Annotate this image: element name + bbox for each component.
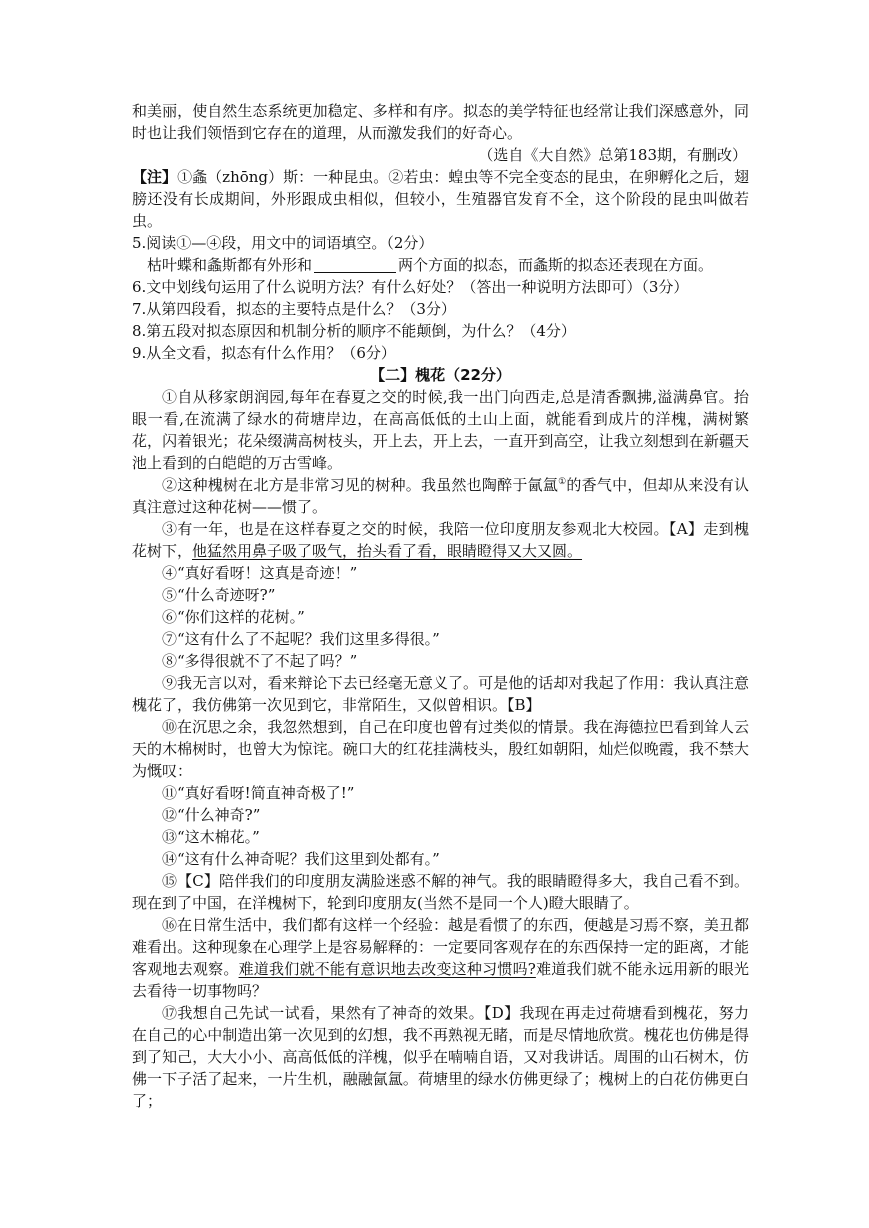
- paragraph-3: [132, 518, 749, 562]
- paragraph-2-b: 的香气中，但却从来没有认真注意过这种花树——惯了。: [132, 476, 749, 516]
- question-5-fill: [132, 254, 749, 276]
- question-5-fill-b: 两个方面的拟态，而螽斯的拟态还表现在: [398, 256, 669, 274]
- footnote-label: 【注】: [132, 168, 178, 186]
- footnote-text: ①螽（zhōng）斯：一种昆虫。②若虫：蝗虫等不完全变态的昆虫，在卵孵化之后，翅膀还没有长成期间，外形跟成虫相似，但较小，生殖器官发育不全，这个阶段的昆虫叫做若虫。: [132, 168, 749, 230]
- paragraph-16: [132, 914, 749, 1002]
- paragraph-6: ⑥“你们这样的花树。”: [162, 608, 305, 626]
- paragraph-2: [132, 474, 749, 518]
- paragraph-8: ⑧“多得很就不了不起了吗？”: [162, 652, 358, 670]
- paragraph-16-b: 难道我们就不能永远用新的眼光去看待一切事物吗？: [132, 960, 749, 1000]
- paragraph-2-a: ②这种槐树在北方是非常习见的树种。我虽然也陶醉于氤氲: [162, 476, 559, 494]
- question-5-title: 5.阅读①—④段，用文中的词语填空。（2分）: [132, 234, 434, 252]
- question-7: 7.从第四段看，拟态的主要特点是什么？（3分）: [132, 300, 456, 318]
- paragraph-1: ①自从移家朗润园,每年在春夏之交的时候,我一出门向西走,总是清香飘拂,溢满鼻官。抬眼一看,在流满了绿水的荷塘岸边，在高高低低的土山上面，就能看到成片的洋槐，满树繁花，闪着银光；花朵缀满高树枝头，开上去，开上去，一直开到高空，让我立刻想到在新疆天池上看到的白皑皑的万古雪峰。: [132, 388, 749, 472]
- paragraph-3-a: ③有一年，也是在这样春夏之交的时候，我陪一位印度朋友参观北大校园。【A】走到槐花树下，: [132, 520, 749, 560]
- question-5-fill-a: 枯叶蝶和螽斯都有外形和: [147, 256, 313, 274]
- paragraph-15: ⑮【C】陪伴我们的印度朋友满脸迷惑不解的神气。我的眼睛瞪得多大，我自己看不到。现在到了中国，在洋槐树下，轮到印度朋友(当然不是同一个人)瞪大眼睛了。: [132, 872, 749, 912]
- question-8: 8.第五段对拟态原因和机制分析的顺序不能颠倒，为什么？（4分）: [132, 322, 576, 340]
- paragraph-12: ⑫“什么神奇?”: [162, 806, 261, 824]
- footnote-marker: ①: [558, 477, 567, 487]
- paragraph-9: ⑨我无言以对，看来辩论下去已经毫无意义了。可是他的话却对我起了作用：我认真注意槐花了，我仿佛第一次见到它，非常陌生，又似曾相识。【B】: [132, 674, 749, 714]
- question-5-fill-c: 方面。: [668, 256, 714, 274]
- footnote: [132, 166, 749, 232]
- paragraph-13: ⑬“这木棉花。”: [162, 828, 260, 846]
- question-6: 6.文中划线句运用了什么说明方法？有什么好处？（答出一种说明方法即可）（3分）: [132, 278, 689, 296]
- source-citation: （选自《大自然》总第183期，有删改）: [478, 146, 747, 164]
- answer-blank[interactable]: [314, 256, 396, 273]
- paragraph-11: ⑪“真好看呀!简直神奇极了!”: [162, 784, 355, 802]
- paragraph-7: ⑦“这有什么了不起呢？我们这里多得很。”: [162, 630, 440, 648]
- underlined-sentence-a: 他猛然用鼻子吸了吸气，抬头看了看，眼睛瞪得又大又圆。: [192, 542, 583, 560]
- paragraph-17: ⑰我想自己先试一试看，果然有了神奇的效果。【D】我现在再走过荷塘看到槐花，努力在自己的心中制造出第一次见到的幻想，我不再熟视无睹，而是尽情地欣赏。槐花也仿佛是得到了知己，大大小小、高高低低的洋槐，似乎在喃喃自语，又对我讲话。周围的山石树木，仿佛一下子活了起来，一片生机，融融氤氲。荷塘里的绿水仿佛更绿了；槐树上的白花仿佛更白了；: [132, 1004, 749, 1110]
- paragraph-10: ⑩在沉思之余，我忽然想到，自己在印度也曾有过类似的情景。我在海德拉巴看到耸人云天的木棉树时，也曾大为惊诧。碗口大的红花挂满枝头，殷红如朝阳，灿烂似晚霞，我不禁大为慨叹：: [132, 718, 749, 780]
- intro-paragraph: 和美丽，使自然生态系统更加稳定、多样和有序。拟态的美学特征也经常让我们深感意外，同时也让我们领悟到它存在的道理，从而激发我们的好奇心。: [132, 102, 749, 142]
- paragraph-14: ⑭“这有什么神奇呢？我们这里到处都有。”: [162, 850, 440, 868]
- paragraph-5: ⑤“什么奇迹呀?”: [162, 586, 276, 604]
- paragraph-4: ④“真好看呀！这真是奇迹！”: [162, 564, 358, 582]
- paragraph-16-a: ⑯在日常生活中，我们都有这样一个经验：越是看惯了的东西，便越是习焉不察，美丑都难看出。这种现象在心理学上是容易解释的：一定要同客观存在的东西保持一定的距离，才能客观地去观察。: [132, 916, 749, 978]
- section-title: 【二】槐花（22分）: [370, 366, 511, 384]
- underlined-sentence-b: 难道我们就不能有意识地去改变这种习惯吗?: [238, 960, 536, 978]
- question-9: 9.从全文看，拟态有什么作用？（6分）: [132, 344, 396, 362]
